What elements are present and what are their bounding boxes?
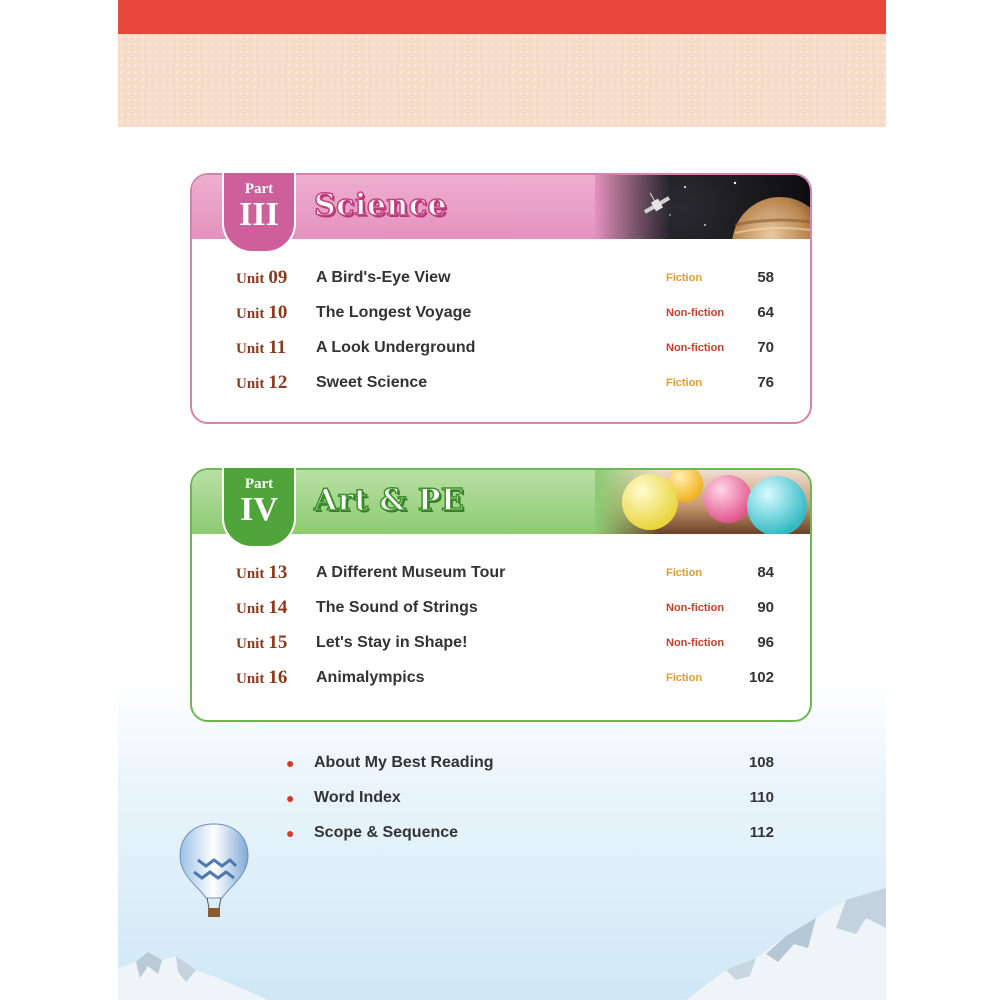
genre-label: Fiction [666, 672, 703, 684]
unit-title: A Bird's-Eye View [316, 269, 451, 286]
genre-label: Fiction [666, 272, 703, 284]
part-art-section [190, 468, 812, 722]
ball-icon [622, 474, 678, 530]
unit-word: Unit [236, 341, 265, 357]
extra-entry-about-my-best-reading[interactable] [286, 751, 806, 786]
unit-number: 11 [268, 337, 287, 358]
unit-row[interactable] [192, 333, 810, 368]
page-number: 102 [748, 669, 774, 686]
snowy-mountain-left [118, 948, 268, 1000]
balls-illustration [595, 470, 810, 534]
unit-row[interactable] [192, 298, 810, 333]
page-number: 90 [757, 599, 774, 616]
unit-title: The Sound of Strings [316, 599, 478, 616]
part-numeral: III [239, 196, 279, 233]
unit-row[interactable] [192, 558, 810, 593]
genre-label: Non-fiction [666, 602, 725, 614]
planet-satellite-image [595, 175, 810, 239]
top-color-bar [118, 0, 886, 34]
bullet-icon: ● [286, 790, 295, 806]
bullet-icon: ● [286, 755, 295, 771]
colored-balls-image [595, 470, 810, 534]
unit-label [236, 372, 287, 394]
page-number: 84 [757, 564, 774, 581]
page-number: 64 [757, 304, 774, 321]
part-science-section [190, 173, 812, 424]
extra-entries-list [286, 751, 806, 856]
unit-number: 12 [268, 372, 288, 393]
unit-word: Unit [236, 566, 265, 582]
unit-number: 15 [268, 632, 288, 653]
unit-title: A Look Underground [316, 339, 476, 356]
entry-title: Word Index [314, 789, 401, 806]
unit-label [236, 667, 287, 689]
page-number: 110 [749, 789, 774, 806]
unit-word: Unit [236, 671, 265, 687]
ball-icon [747, 476, 807, 534]
part-title: Art & PE [314, 483, 465, 518]
unit-word: Unit [236, 376, 265, 392]
ball-icon [704, 475, 752, 523]
genre-label: Fiction [666, 567, 703, 579]
planet-icon [732, 197, 810, 239]
unit-label [236, 267, 287, 289]
extra-entry-word-index[interactable] [286, 786, 806, 821]
part-tab [222, 468, 296, 548]
unit-list [192, 263, 810, 403]
part-tab [222, 173, 296, 253]
unit-word: Unit [236, 271, 265, 287]
unit-number: 13 [268, 562, 288, 583]
page-number: 96 [757, 634, 774, 651]
part-title: Science [314, 188, 448, 223]
part-label: Part [244, 476, 274, 492]
hot-air-balloon-icon [178, 820, 250, 920]
unit-label [236, 632, 287, 654]
page-number: 58 [757, 269, 774, 286]
unit-row[interactable] [192, 593, 810, 628]
unit-row[interactable] [192, 628, 810, 663]
snowy-mountain-right [686, 888, 886, 1000]
unit-number: 16 [268, 667, 288, 688]
unit-title: A Different Museum Tour [316, 564, 506, 581]
page-number: 112 [749, 824, 774, 841]
extra-entry-scope-and-sequence[interactable] [286, 821, 806, 856]
part-numeral: IV [240, 491, 278, 528]
unit-word: Unit [236, 636, 265, 652]
unit-row[interactable] [192, 368, 810, 403]
unit-title: Let's Stay in Shape! [316, 634, 468, 651]
genre-label: Fiction [666, 377, 703, 389]
unit-word: Unit [236, 306, 265, 322]
unit-title: The Longest Voyage [316, 304, 472, 321]
genre-label: Non-fiction [666, 342, 725, 354]
entry-title: Scope & Sequence [314, 824, 459, 841]
part-label: Part [244, 181, 274, 197]
bullet-icon: ● [286, 825, 295, 841]
genre-label: Non-fiction [666, 637, 725, 649]
space-illustration [595, 175, 810, 239]
unit-label [236, 337, 286, 359]
unit-number: 10 [268, 302, 288, 323]
unit-word: Unit [236, 601, 265, 617]
satellite-icon [638, 186, 672, 216]
unit-label [236, 597, 287, 619]
table-of-contents-page [118, 0, 886, 1000]
page-number: 76 [757, 374, 774, 391]
unit-row[interactable] [192, 663, 810, 698]
unit-label [236, 302, 287, 324]
unit-title: Sweet Science [316, 374, 428, 391]
unit-title: Animalympics [316, 669, 425, 686]
entry-title: About My Best Reading [314, 754, 494, 771]
unit-list [192, 558, 810, 698]
genre-label: Non-fiction [666, 307, 725, 319]
unit-number: 14 [268, 597, 288, 618]
unit-label [236, 562, 287, 584]
page-number: 70 [757, 339, 774, 356]
header-pattern-band [118, 34, 886, 127]
unit-row[interactable] [192, 263, 810, 298]
page-number: 108 [748, 754, 774, 771]
unit-number: 09 [268, 267, 288, 288]
